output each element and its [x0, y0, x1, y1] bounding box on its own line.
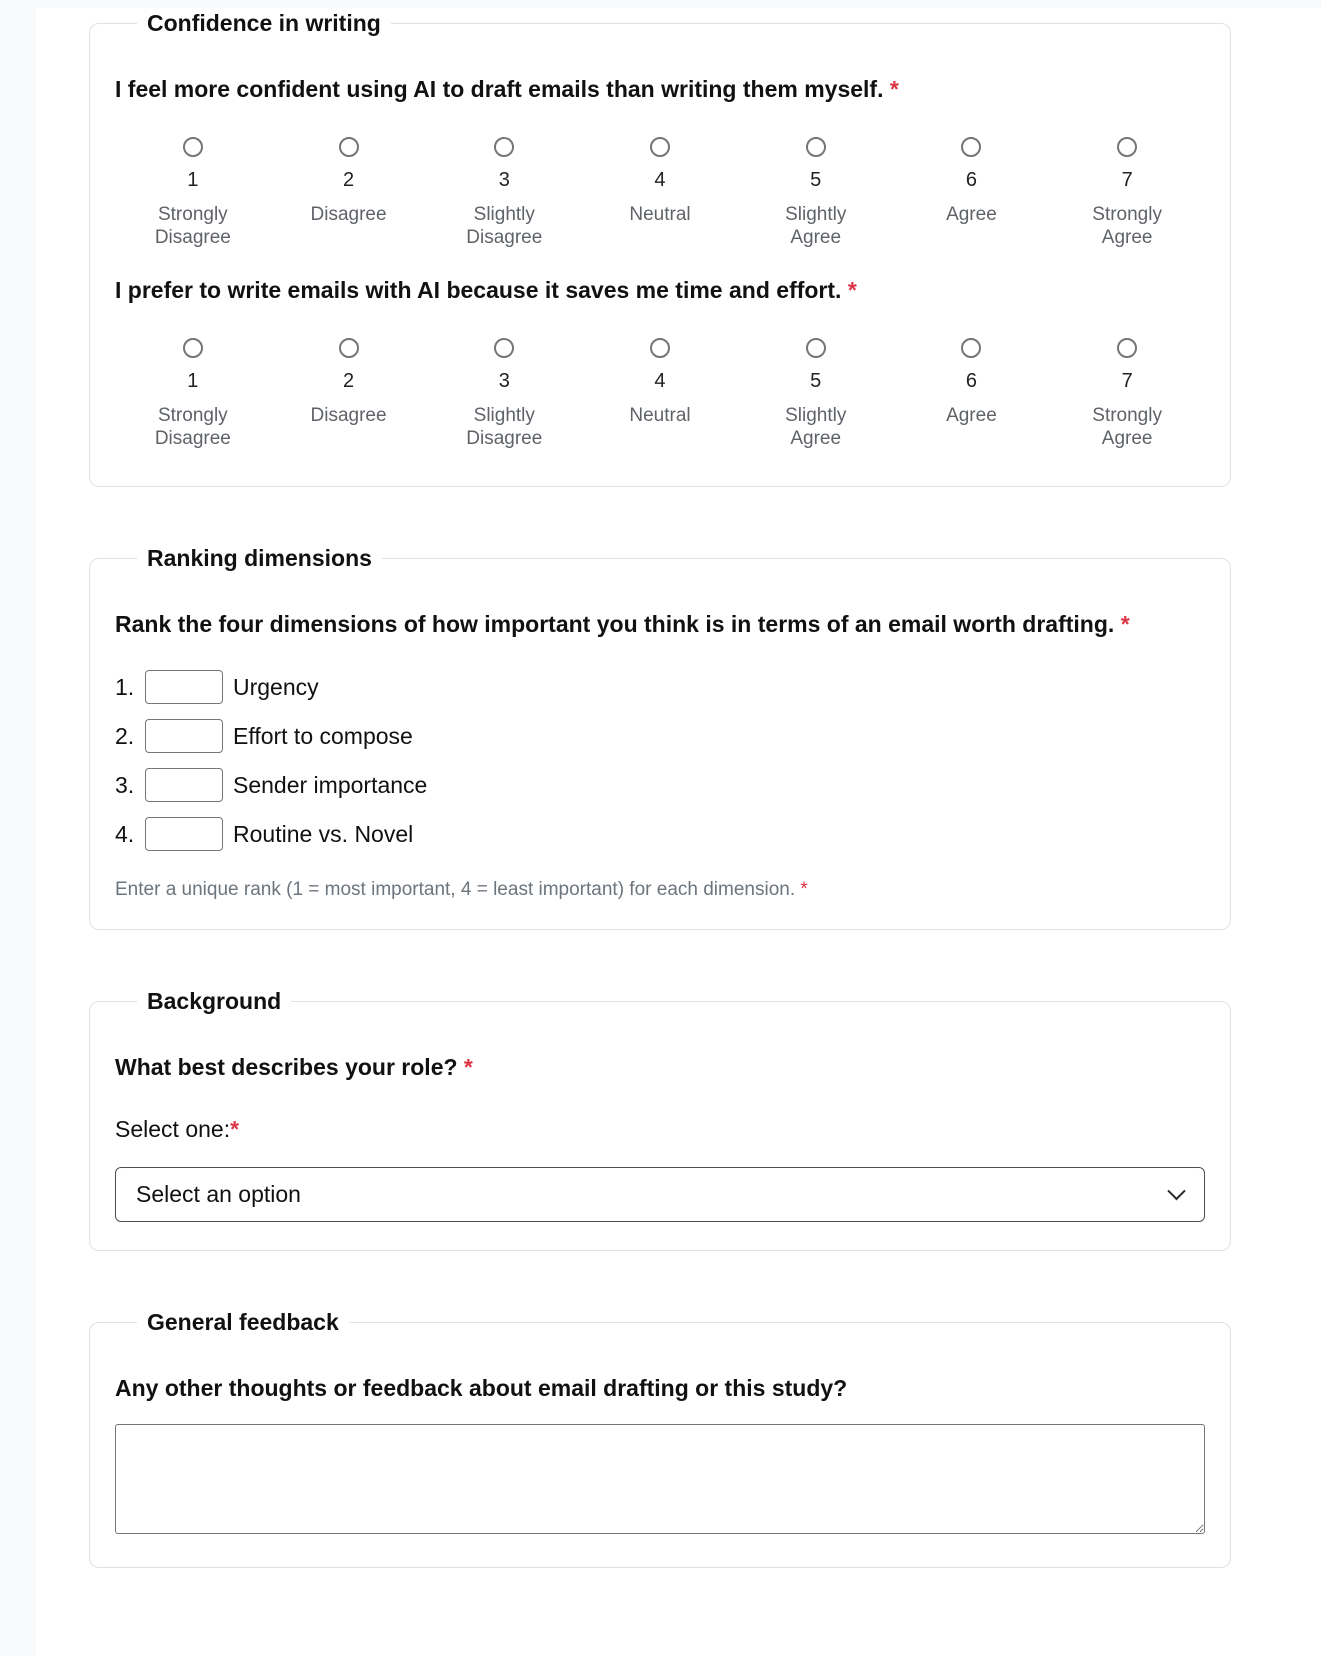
rank-label: Urgency — [233, 673, 319, 700]
role-select-label-text: Select one: — [115, 1115, 231, 1142]
rank-input-sender-importance[interactable] — [145, 768, 223, 802]
likert-label: Agree — [946, 204, 997, 226]
likert-option — [738, 338, 894, 450]
question-text: I prefer to write emails with AI because it saves me time and effort. — [115, 276, 842, 303]
likert-radio[interactable] — [339, 338, 359, 358]
rank-label: Sender importance — [233, 771, 428, 798]
question-ranking — [115, 604, 1195, 644]
role-select-label — [115, 1116, 1205, 1143]
likert-radio[interactable] — [806, 338, 826, 358]
rank-helper-label: Enter a unique rank (1 = most important, 4 = least important) for each dimension. — [115, 879, 796, 901]
section-confidence-legend: Confidence in writing — [147, 10, 381, 36]
likert-radio[interactable] — [650, 137, 670, 157]
likert-label: Agree — [946, 404, 997, 426]
likert-value: 4 — [654, 169, 666, 192]
likert-option — [582, 338, 738, 450]
likert-label: Neutral — [629, 404, 691, 426]
section-feedback-legend: General feedback — [147, 1308, 339, 1335]
rank-number: 3. — [115, 771, 135, 798]
likert-option — [738, 137, 894, 249]
likert-value: 1 — [187, 369, 199, 392]
likert-radio[interactable] — [494, 137, 514, 157]
section-feedback — [89, 1309, 1231, 1568]
likert-scale-q2 — [115, 338, 1205, 450]
likert-value: 7 — [1121, 369, 1133, 392]
rank-row — [115, 768, 1205, 802]
rank-helper-text — [115, 879, 1205, 901]
likert-value: 4 — [654, 369, 666, 392]
rank-list — [115, 670, 1205, 851]
likert-option — [426, 338, 582, 450]
section-confidence — [89, 10, 1231, 487]
role-select[interactable] — [115, 1167, 1205, 1222]
likert-value: 5 — [810, 169, 822, 192]
required-asterisk: * — [463, 1054, 473, 1081]
survey-form — [36, 8, 1321, 1656]
likert-value: 3 — [498, 169, 510, 192]
likert-option — [894, 137, 1050, 249]
section-background-legend: Background — [147, 988, 282, 1015]
rank-input-urgency[interactable] — [145, 670, 223, 704]
question-text: Any other thoughts or feedback about email drafting or this study? — [115, 1374, 848, 1401]
likert-label: Disagree — [310, 204, 387, 226]
likert-option — [1049, 137, 1205, 249]
likert-value: 2 — [343, 169, 355, 192]
likert-label: Neutral — [629, 204, 691, 226]
likert-label: Slightly Agree — [785, 204, 847, 249]
rank-input-effort[interactable] — [145, 719, 223, 753]
likert-radio[interactable] — [183, 338, 203, 358]
likert-option — [894, 338, 1050, 450]
rank-number: 2. — [115, 722, 135, 749]
section-background — [89, 988, 1231, 1250]
likert-value: 6 — [965, 369, 977, 392]
question-confidence-1 — [115, 69, 1205, 109]
likert-label: Strongly Agree — [1092, 404, 1162, 450]
rank-input-routine-novel[interactable] — [145, 817, 223, 851]
required-asterisk: * — [889, 76, 899, 102]
rank-number: 1. — [115, 673, 135, 700]
rank-row — [115, 670, 1205, 704]
question-text: I feel more confident using AI to draft emails than writing them myself. — [115, 76, 884, 102]
required-asterisk: * — [800, 879, 808, 901]
required-asterisk: * — [1120, 611, 1130, 638]
question-role — [115, 1047, 1205, 1087]
required-asterisk: * — [847, 276, 857, 303]
likert-value: 1 — [187, 169, 199, 192]
likert-label: Disagree — [310, 404, 387, 426]
role-select-wrap — [115, 1167, 1205, 1222]
rank-label: Effort to compose — [233, 722, 413, 749]
likert-option — [271, 137, 427, 249]
question-confidence-2 — [115, 270, 1205, 310]
likert-value: 6 — [965, 169, 977, 192]
section-ranking — [89, 545, 1231, 930]
likert-radio[interactable] — [339, 137, 359, 157]
likert-option — [426, 137, 582, 249]
likert-radio[interactable] — [494, 338, 514, 358]
likert-option — [582, 137, 738, 249]
likert-option — [1049, 338, 1205, 450]
likert-value: 7 — [1121, 169, 1133, 192]
likert-radio[interactable] — [183, 137, 203, 157]
required-asterisk: * — [230, 1115, 240, 1142]
likert-option — [115, 137, 271, 249]
likert-radio[interactable] — [1117, 338, 1137, 358]
feedback-textarea[interactable] — [115, 1424, 1205, 1534]
rank-number: 4. — [115, 820, 135, 847]
rank-row — [115, 817, 1205, 851]
likert-radio[interactable] — [961, 338, 981, 358]
rank-row — [115, 719, 1205, 753]
likert-option — [115, 338, 271, 450]
likert-option — [271, 338, 427, 450]
likert-label: Strongly Agree — [1092, 204, 1162, 249]
likert-value: 2 — [343, 369, 355, 392]
likert-radio[interactable] — [806, 137, 826, 157]
likert-scale-q1 — [115, 137, 1205, 249]
likert-radio[interactable] — [1117, 137, 1137, 157]
question-text: Rank the four dimensions of how important you think is in terms of an email worth drafting. — [115, 611, 1115, 638]
likert-radio[interactable] — [650, 338, 670, 358]
likert-value: 5 — [810, 369, 822, 392]
question-text: What best describes your role? — [115, 1054, 458, 1081]
likert-value: 3 — [498, 369, 510, 392]
question-feedback — [115, 1368, 1205, 1408]
likert-label: Slightly Disagree — [466, 404, 543, 450]
section-ranking-legend: Ranking dimensions — [147, 545, 372, 572]
likert-label: Slightly Disagree — [466, 204, 543, 249]
likert-radio[interactable] — [961, 137, 981, 157]
likert-label: Slightly Agree — [785, 404, 847, 450]
likert-label: Strongly Disagree — [154, 404, 231, 450]
likert-label: Strongly Disagree — [154, 204, 231, 249]
rank-label: Routine vs. Novel — [233, 820, 414, 847]
